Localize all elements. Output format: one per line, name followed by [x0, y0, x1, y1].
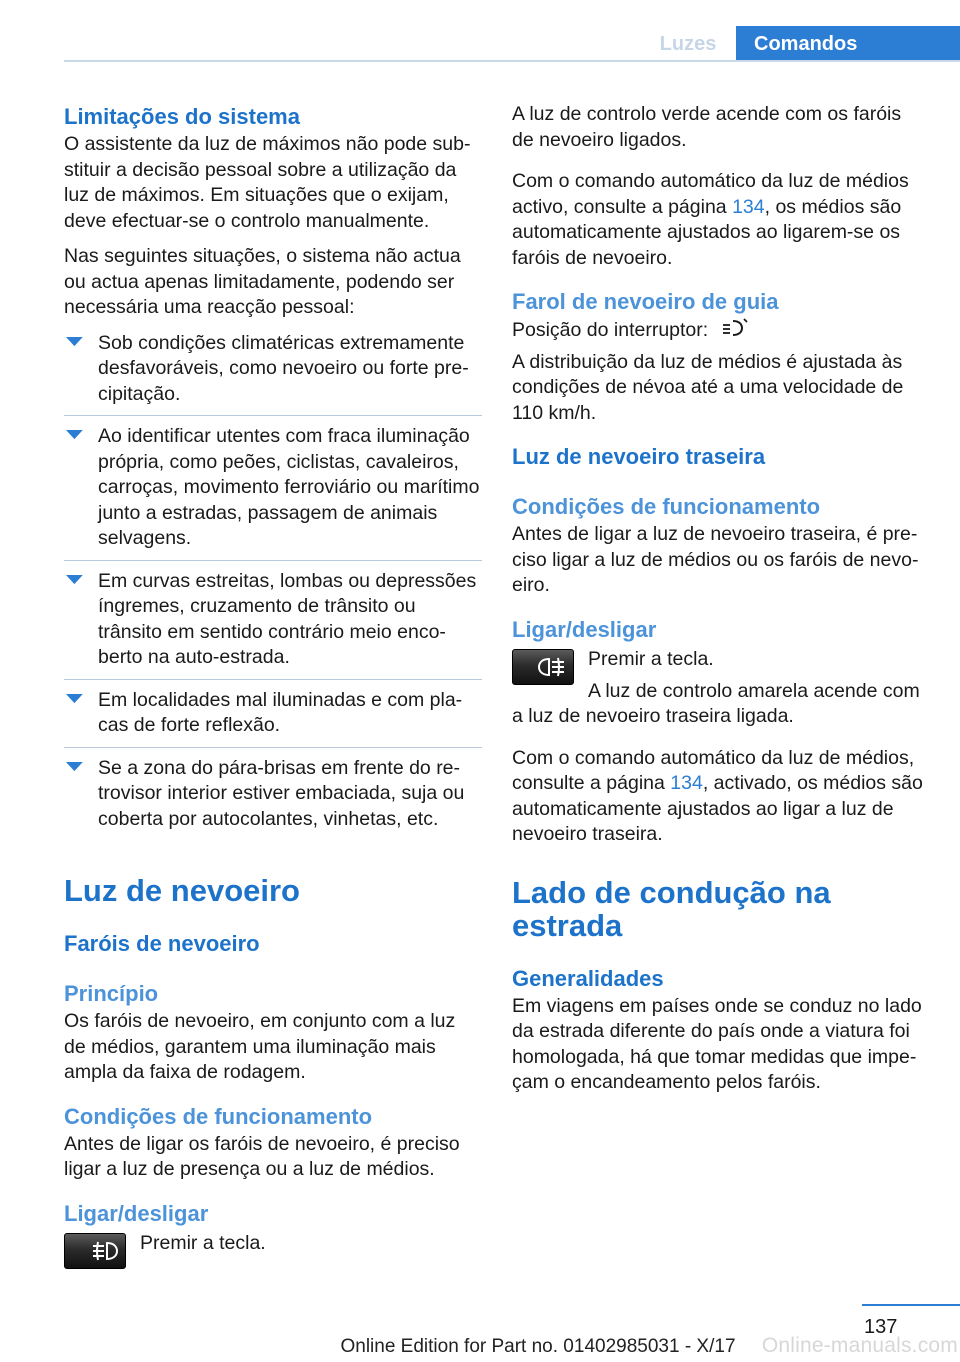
- condicoes-paragraph-right: Antes de ligar a luz de nevoeiro traseira, é preciso ligar a luz de médios ou os faróis de nevoeiro.: [512, 523, 919, 596]
- front-fog-light-icon: [89, 1240, 119, 1262]
- verde-paragraph: A luz de controlo verde acende com os faróis de nevoeiro ligados.: [512, 103, 902, 151]
- list-item: Em curvas estreitas, lombas ou depressões íngremes, cruzamento de trânsito ou trânsito em sentido contrário meio encoberto na auto-estrada.: [64, 569, 482, 680]
- triangle-bullet-icon: [66, 762, 83, 771]
- farois-heading: Faróis de nevoeiro: [64, 931, 260, 956]
- triangle-bullet-icon: [66, 575, 83, 584]
- page-link-134[interactable]: 134: [670, 772, 703, 794]
- traseira-heading: Luz de nevoeiro traseira: [512, 444, 766, 469]
- posicao-paragraph: Posição do interruptor:: [512, 317, 928, 344]
- watermark: Online-manuals.com: [761, 1334, 958, 1357]
- auto2-paragraph: Com o comando automático da luz de médios, consulte a página 134, activado, os médios são automaticamente ajustados ao ligar a luz de nevoeiro traseira.: [512, 746, 923, 845]
- generalidades-paragraph: Em viagens em países onde se conduz no lado da estrada diferente do país onde a viatura foi homologada, há que tomar medidas que impeçam o encandeamento pelos faróis.: [512, 994, 922, 1093]
- rear-fog-light-button: [512, 649, 574, 685]
- page-link-134[interactable]: 134: [732, 195, 765, 218]
- auto-paragraph: Com o comando automático da luz de médios activo, consulte a página 134, os médios são automaticamente ajustados ao ligarem-se os faróis de nevoeiro.: [512, 170, 909, 269]
- condicoes-paragraph-left: Antes de ligar os faróis de nevoeiro, é preciso ligar a luz de presença ou a luz de médios.: [64, 1132, 460, 1180]
- list-item: Em localidades mal iluminadas e com placas de forte reflexão.: [64, 688, 482, 748]
- header-rule: [64, 60, 960, 62]
- ligar-paragraph-right: Premir a tecla.: [588, 647, 714, 670]
- edition-footer: Online Edition for Part no. 01402985031 - X/17: [340, 1336, 736, 1357]
- ligar-paragraph-left: Premir a tecla.: [140, 1231, 266, 1254]
- triangle-bullet-icon: [66, 430, 83, 439]
- principio-paragraph: Os faróis de nevoeiro, em conjunto com a luz de médios, garantem uma iluminação mais ampla da faixa de rodagem.: [64, 1010, 456, 1083]
- list-item: Ao identificar utentes com fraca iluminação própria, como peões, ciclistas, cavaleiros, carroças, movimento ferroviário ou marítimo junto a estradas, passagem de animais selvagens.: [64, 424, 482, 561]
- fog-guide-switch-icon: [720, 317, 750, 339]
- condicoes-heading-left: Condições de funcionamento: [64, 1103, 373, 1129]
- ligar-heading-left: Ligar/desligar: [64, 1200, 209, 1226]
- tab-luzes: Luzes: [659, 32, 717, 55]
- right-column: [512, 102, 928, 1096]
- amarela-paragraph: A luz de controlo amarela acende com a luz de nevoeiro traseira ligada.: [512, 679, 920, 727]
- principio-heading: Princípio: [64, 981, 159, 1006]
- left-column: [64, 102, 482, 1269]
- ligar-heading-right: Ligar/desligar: [512, 616, 657, 642]
- limitacoes-paragraph-1: O assistente da luz de máximos não pode substituir a decisão pessoal sobre a utilização da luz de máximos. Em situações que o exijam, deve efectuar-se o controlo manualmente.: [64, 133, 471, 232]
- lado-heading: Lado de condução na estrada: [512, 874, 831, 943]
- farol-guia-heading: Farol de nevoeiro de guia: [512, 289, 779, 314]
- front-fog-control: [64, 1233, 482, 1269]
- generalidades-heading: Generalidades: [512, 965, 664, 991]
- distribuicao-paragraph: A distribuição da luz de médios é ajustada às condições de névoa até a uma velocidade de 110 km/h.: [512, 350, 904, 424]
- condicoes-heading-right: Condições de funcionamento: [512, 494, 821, 519]
- page-number: 137: [864, 1316, 898, 1338]
- luz-nevoeiro-heading: Luz de nevoeiro: [64, 873, 300, 908]
- limitations-list: [64, 331, 482, 841]
- limitacoes-heading: Limitações do sistema: [64, 104, 300, 129]
- page-number-rule: [862, 1304, 960, 1306]
- list-item: Se a zona do pára-brisas em frente do retrovisor interior estiver embaciada, suja ou coberta por autocolantes, vinhetas, etc.: [64, 756, 482, 841]
- tab-comandos: Comandos: [736, 26, 960, 62]
- triangle-bullet-icon: [66, 694, 83, 703]
- limitacoes-paragraph-2: Nas seguintes situações, o sistema não actua ou actua apenas limitadamente, podendo ser necessária uma reacção pessoal:: [64, 245, 461, 318]
- rear-fog-light-icon: [537, 656, 567, 678]
- triangle-bullet-icon: [66, 337, 83, 346]
- front-fog-light-button: [64, 1233, 126, 1269]
- list-item: Sob condições climatéricas extremamente desfavoráveis, como nevoeiro ou forte precipitação.: [64, 331, 482, 417]
